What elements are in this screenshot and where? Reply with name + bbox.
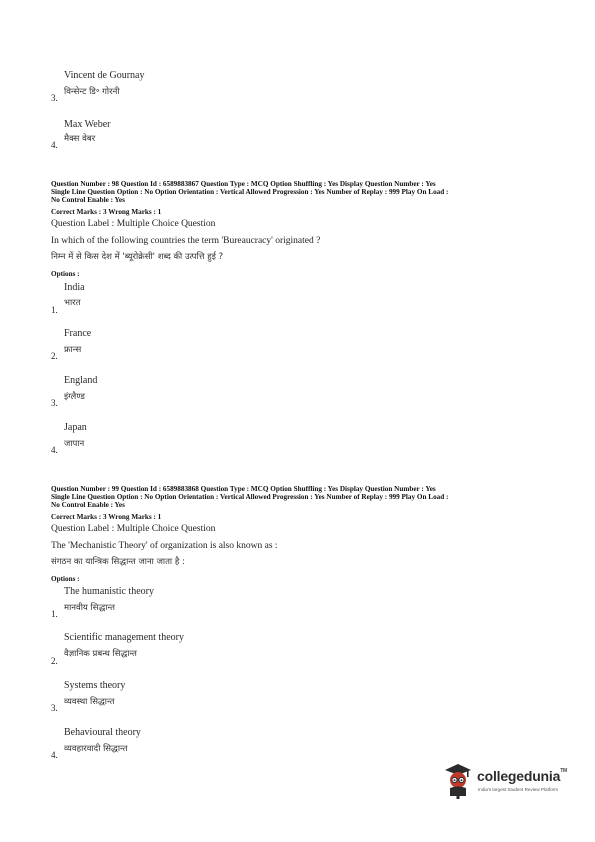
option-1-english: India [64, 282, 85, 293]
option-3-english: Vincent de Gournay [64, 70, 145, 81]
option-3-hindi: इंग्लैण्ड [64, 392, 85, 402]
option-4-hindi: जापान [64, 439, 85, 449]
option-3-english: England [64, 375, 98, 386]
option-2-english: France [64, 328, 92, 339]
question-text-hindi: संगठन का यान्त्रिक सिद्धान्त जाना जाता है : [51, 557, 185, 567]
question-meta-line-3: No Control Enable : Yes [51, 196, 125, 205]
option-4-number: 4. [51, 750, 58, 760]
option-2-number: 2. [51, 656, 58, 666]
option-3-number: 3. [51, 398, 58, 408]
question-meta-line-3: No Control Enable : Yes [51, 501, 125, 510]
option-4-english: Behavioural theory [64, 727, 141, 738]
logo-tagline: India's largest Student Review Platform [478, 787, 559, 792]
question-text-english: In which of the following countries the term 'Bureaucracy' originated ? [51, 236, 321, 246]
option-4-number: 4. [51, 140, 58, 150]
question-label: Question Label : Multiple Choice Question [51, 524, 216, 534]
question-meta [51, 485, 551, 510]
question-meta-line-2: Single Line Question Option : No Option Orientation : Vertical Allowed Progression : Yes Number of Replay : 999 Play On Load : [51, 188, 449, 197]
option-1-number: 1. [51, 305, 58, 315]
option-4-english: Japan [64, 422, 87, 433]
option-3-number: 3. [51, 703, 58, 713]
question-meta-line-1: Question Number : 98 Question Id : 6589883867 Question Type : MCQ Option Shuffling : Yes Display Question Number : Yes [51, 180, 436, 188]
option-2-number: 2. [51, 351, 58, 361]
option-4-hindi: व्यवहारवादी सिद्धान्त [64, 744, 128, 754]
options-heading: Options : [51, 575, 80, 583]
collegedunia-logo [441, 762, 581, 802]
question-marks: Correct Marks : 3 Wrong Marks : 1 [51, 513, 162, 521]
option-3-hindi: विन्सेन्ट डि॰ गोरनी [64, 87, 120, 97]
option-2-hindi: फ्रान्स [64, 345, 82, 355]
option-2-english: Scientific management theory [64, 632, 184, 643]
question-meta-line-2: Single Line Question Option : No Option Orientation : Vertical Allowed Progression : Yes Number of Replay : 999 Play On Load : [51, 493, 449, 502]
question-marks: Correct Marks : 3 Wrong Marks : 1 [51, 208, 162, 216]
question-label: Question Label : Multiple Choice Question [51, 219, 216, 229]
option-3-english: Systems theory [64, 680, 126, 691]
options-heading: Options : [51, 270, 80, 278]
option-3-hindi: व्यवस्था सिद्धान्त [64, 697, 115, 707]
option-3-number: 3. [51, 93, 58, 103]
option-1-number: 1. [51, 609, 58, 619]
option-1-hindi: भारत [64, 298, 81, 308]
question-meta-line-1: Question Number : 99 Question Id : 6589883868 Question Type : MCQ Option Shuffling : Yes Display Question Number : Yes [51, 485, 436, 493]
logo-wordmark: collegedunia™ [477, 768, 568, 784]
option-4-english: Max Weber [64, 119, 111, 130]
question-meta [51, 180, 551, 205]
question-text-english: The 'Mechanistic Theory' of organization is also known as : [51, 541, 278, 551]
option-1-english: The humanistic theory [64, 586, 154, 597]
question-text-hindi: निम्न में से किस देश में 'ब्यूरोक्रेसी' शब्द की उत्पत्ति हुई ? [51, 252, 224, 262]
mascot-icon [441, 762, 475, 800]
option-4-number: 4. [51, 445, 58, 455]
option-2-hindi: वैज्ञानिक प्रबन्ध सिद्धान्त [64, 649, 137, 659]
option-4-hindi: मैक्स वेबर [64, 134, 96, 144]
option-1-hindi: मानवीय सिद्धान्त [64, 603, 115, 613]
